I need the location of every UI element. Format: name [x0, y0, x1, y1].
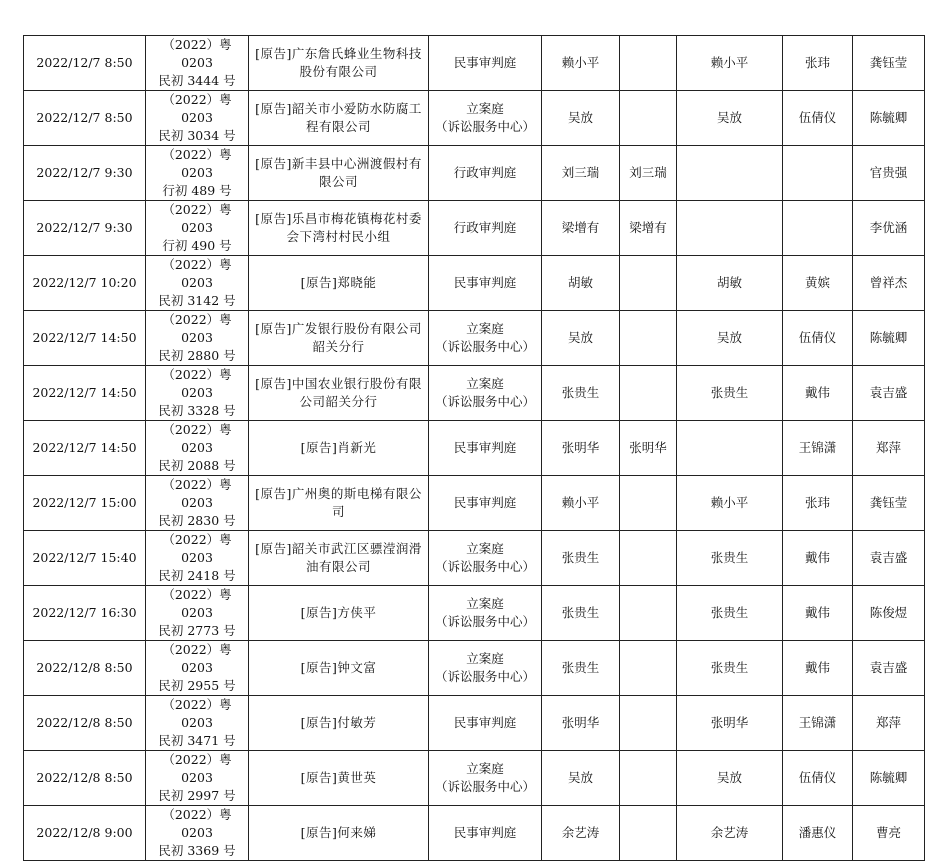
case-number-line1: （2022）粤 0203	[162, 587, 232, 620]
department	[429, 531, 542, 586]
clerk: 袁吉盛	[853, 366, 925, 421]
case-number-line2: 民初 3142 号	[158, 293, 236, 308]
case-number-line1: （2022）粤 0203	[162, 37, 232, 70]
table-row	[24, 421, 925, 476]
department-line2: （诉讼服务中心）	[434, 614, 535, 629]
hearing-time: 2022/12/7 9:30	[24, 201, 146, 256]
judge-col-6	[620, 586, 677, 641]
party-name: [原告]韶关市武江区骠滢润滑油有限公司	[249, 531, 429, 586]
assistant: 张玮	[783, 36, 853, 91]
schedule-body	[24, 36, 925, 861]
table-row	[24, 751, 925, 806]
hearing-time: 2022/12/7 8:50	[24, 91, 146, 146]
clerk: 袁吉盛	[853, 641, 925, 696]
case-number-line1: （2022）粤 0203	[162, 697, 232, 730]
table-row	[24, 91, 925, 146]
judge-col-6: 张明华	[620, 421, 677, 476]
department-line1: 民事审判庭	[453, 55, 517, 70]
presiding-judge: 张贵生	[542, 641, 620, 696]
judge-col-6	[620, 696, 677, 751]
party-name: [原告]方侠平	[249, 586, 429, 641]
department	[429, 201, 542, 256]
department	[429, 91, 542, 146]
presiding-judge: 吴放	[542, 91, 620, 146]
case-number-line2: 民初 3369 号	[158, 843, 236, 858]
case-number-line2: 民初 2955 号	[158, 678, 236, 693]
party-name: [原告]广东詹氏蜂业生物科技股份有限公司	[249, 36, 429, 91]
department-line1: 民事审判庭	[453, 495, 517, 510]
clerk: 曹亮	[853, 806, 925, 861]
table-row	[24, 641, 925, 696]
case-number	[146, 641, 249, 696]
case-number-line1: （2022）粤 0203	[162, 257, 232, 290]
department	[429, 311, 542, 366]
judge-col-7: 吴放	[677, 751, 783, 806]
presiding-judge: 张明华	[542, 696, 620, 751]
judge-col-6: 刘三瑞	[620, 146, 677, 201]
assistant: 戴伟	[783, 531, 853, 586]
department-line2: （诉讼服务中心）	[434, 339, 535, 354]
table-row	[24, 531, 925, 586]
hearing-time: 2022/12/7 16:30	[24, 586, 146, 641]
case-number	[146, 366, 249, 421]
party-name: [原告]广州奥的斯电梯有限公司	[249, 476, 429, 531]
judge-col-7: 张贵生	[677, 641, 783, 696]
hearing-time: 2022/12/8 9:00	[24, 806, 146, 861]
case-number-line2: 民初 2997 号	[158, 788, 236, 803]
case-number	[146, 201, 249, 256]
department-line1: 立案庭	[466, 761, 504, 776]
judge-col-7: 胡敏	[677, 256, 783, 311]
case-number-line2: 民初 3328 号	[158, 403, 236, 418]
case-number-line2: 民初 2880 号	[158, 348, 236, 363]
presiding-judge: 张贵生	[542, 531, 620, 586]
department-line1: 行政审判庭	[453, 220, 517, 235]
party-name: [原告]乐昌市梅花镇梅花村委会下湾村村民小组	[249, 201, 429, 256]
judge-col-7: 张明华	[677, 696, 783, 751]
judge-col-7: 张贵生	[677, 586, 783, 641]
department-line1: 立案庭	[466, 321, 504, 336]
clerk: 郑萍	[853, 421, 925, 476]
case-number-line2: 民初 3444 号	[158, 73, 236, 88]
assistant: 戴伟	[783, 366, 853, 421]
department	[429, 751, 542, 806]
assistant	[783, 146, 853, 201]
party-name: [原告]肖新光	[249, 421, 429, 476]
clerk: 龚钰莹	[853, 36, 925, 91]
judge-col-6	[620, 91, 677, 146]
case-number-line2: 民初 2418 号	[158, 568, 236, 583]
clerk: 陈俊煜	[853, 586, 925, 641]
department	[429, 146, 542, 201]
department-line1: 立案庭	[466, 596, 504, 611]
presiding-judge: 胡敏	[542, 256, 620, 311]
case-number-line1: （2022）粤 0203	[162, 147, 232, 180]
judge-col-7: 吴放	[677, 311, 783, 366]
case-number	[146, 476, 249, 531]
presiding-judge: 张贵生	[542, 366, 620, 421]
judge-col-6	[620, 531, 677, 586]
department-line1: 民事审判庭	[453, 715, 517, 730]
judge-col-6	[620, 366, 677, 421]
party-name: [原告]何来娣	[249, 806, 429, 861]
department-line2: （诉讼服务中心）	[434, 119, 535, 134]
department-line1: 立案庭	[466, 376, 504, 391]
hearing-time: 2022/12/7 15:40	[24, 531, 146, 586]
case-number	[146, 696, 249, 751]
hearing-time: 2022/12/7 15:00	[24, 476, 146, 531]
hearing-time: 2022/12/7 14:50	[24, 421, 146, 476]
presiding-judge: 张明华	[542, 421, 620, 476]
department	[429, 641, 542, 696]
presiding-judge: 刘三瑞	[542, 146, 620, 201]
hearing-time: 2022/12/7 10:20	[24, 256, 146, 311]
judge-col-7	[677, 201, 783, 256]
judge-col-6: 梁增有	[620, 201, 677, 256]
assistant: 伍倩仪	[783, 91, 853, 146]
case-number-line1: （2022）粤 0203	[162, 422, 232, 455]
judge-col-6	[620, 256, 677, 311]
department-line2: （诉讼服务中心）	[434, 779, 535, 794]
department	[429, 696, 542, 751]
clerk: 陈毓卿	[853, 91, 925, 146]
case-number	[146, 146, 249, 201]
judge-col-6	[620, 806, 677, 861]
department-line1: 民事审判庭	[453, 275, 517, 290]
case-number-line1: （2022）粤 0203	[162, 202, 232, 235]
department-line1: 立案庭	[466, 101, 504, 116]
table-row	[24, 806, 925, 861]
assistant: 王锦潇	[783, 421, 853, 476]
party-name: [原告]韶关市小爱防水防腐工程有限公司	[249, 91, 429, 146]
assistant: 王锦潇	[783, 696, 853, 751]
party-name: [原告]钟文富	[249, 641, 429, 696]
department	[429, 366, 542, 421]
clerk: 官贵强	[853, 146, 925, 201]
clerk: 郑萍	[853, 696, 925, 751]
judge-col-7: 赖小平	[677, 476, 783, 531]
department-line1: 行政审判庭	[453, 165, 517, 180]
judge-col-7: 张贵生	[677, 531, 783, 586]
table-row	[24, 201, 925, 256]
judge-col-6	[620, 751, 677, 806]
clerk: 袁吉盛	[853, 531, 925, 586]
department-line2: （诉讼服务中心）	[434, 669, 535, 684]
case-number-line1: （2022）粤 0203	[162, 807, 232, 840]
table-row	[24, 586, 925, 641]
case-number	[146, 91, 249, 146]
case-number-line1: （2022）粤 0203	[162, 752, 232, 785]
judge-col-7: 赖小平	[677, 36, 783, 91]
assistant: 黄嫔	[783, 256, 853, 311]
case-number-line2: 民初 2773 号	[158, 623, 236, 638]
judge-col-6	[620, 36, 677, 91]
clerk: 陈毓卿	[853, 751, 925, 806]
assistant: 伍倩仪	[783, 751, 853, 806]
department	[429, 421, 542, 476]
case-number	[146, 36, 249, 91]
party-name: [原告]黄世英	[249, 751, 429, 806]
department-line2: （诉讼服务中心）	[434, 394, 535, 409]
party-name: [原告]付敏芳	[249, 696, 429, 751]
hearing-schedule-table	[23, 35, 925, 861]
case-number-line2: 民初 3471 号	[158, 733, 236, 748]
assistant: 张玮	[783, 476, 853, 531]
case-number-line1: （2022）粤 0203	[162, 532, 232, 565]
assistant: 伍倩仪	[783, 311, 853, 366]
table-row	[24, 366, 925, 421]
case-number	[146, 586, 249, 641]
party-name: [原告]新丰县中心洲渡假村有限公司	[249, 146, 429, 201]
case-number-line2: 行初 489 号	[162, 183, 232, 198]
hearing-time: 2022/12/7 9:30	[24, 146, 146, 201]
clerk: 李优涵	[853, 201, 925, 256]
table-row	[24, 696, 925, 751]
hearing-time: 2022/12/8 8:50	[24, 696, 146, 751]
case-number-line2: 行初 490 号	[162, 238, 232, 253]
judge-col-7: 张贵生	[677, 366, 783, 421]
department	[429, 476, 542, 531]
hearing-time: 2022/12/8 8:50	[24, 641, 146, 696]
department	[429, 256, 542, 311]
clerk: 曾祥杰	[853, 256, 925, 311]
department-line2: （诉讼服务中心）	[434, 559, 535, 574]
hearing-time: 2022/12/7 8:50	[24, 36, 146, 91]
judge-col-6	[620, 476, 677, 531]
case-number-line1: （2022）粤 0203	[162, 367, 232, 400]
assistant: 戴伟	[783, 641, 853, 696]
assistant: 潘惠仪	[783, 806, 853, 861]
presiding-judge: 吴放	[542, 311, 620, 366]
presiding-judge: 张贵生	[542, 586, 620, 641]
party-name: [原告]郑晓能	[249, 256, 429, 311]
case-number-line1: （2022）粤 0203	[162, 642, 232, 675]
hearing-time: 2022/12/7 14:50	[24, 311, 146, 366]
hearing-time: 2022/12/7 14:50	[24, 366, 146, 421]
judge-col-6	[620, 641, 677, 696]
case-number-line1: （2022）粤 0203	[162, 312, 232, 345]
clerk: 陈毓卿	[853, 311, 925, 366]
judge-col-6	[620, 311, 677, 366]
table-row	[24, 146, 925, 201]
judge-col-7	[677, 421, 783, 476]
case-number	[146, 256, 249, 311]
presiding-judge: 赖小平	[542, 36, 620, 91]
table-row	[24, 476, 925, 531]
department-line1: 立案庭	[466, 541, 504, 556]
assistant	[783, 201, 853, 256]
department-line1: 立案庭	[466, 651, 504, 666]
case-number-line1: （2022）粤 0203	[162, 477, 232, 510]
case-number	[146, 531, 249, 586]
judge-col-7: 吴放	[677, 91, 783, 146]
case-number	[146, 311, 249, 366]
case-number-line2: 民初 2088 号	[158, 458, 236, 473]
presiding-judge: 余艺涛	[542, 806, 620, 861]
case-number	[146, 806, 249, 861]
department	[429, 36, 542, 91]
table-row	[24, 311, 925, 366]
hearing-time: 2022/12/8 8:50	[24, 751, 146, 806]
case-number	[146, 421, 249, 476]
case-number	[146, 751, 249, 806]
department-line1: 民事审判庭	[453, 440, 517, 455]
party-name: [原告]广发银行股份有限公司韶关分行	[249, 311, 429, 366]
clerk: 龚钰莹	[853, 476, 925, 531]
department	[429, 586, 542, 641]
judge-col-7	[677, 146, 783, 201]
assistant: 戴伟	[783, 586, 853, 641]
table-row	[24, 256, 925, 311]
presiding-judge: 梁增有	[542, 201, 620, 256]
department-line1: 民事审判庭	[453, 825, 517, 840]
department	[429, 806, 542, 861]
case-number-line2: 民初 3034 号	[158, 128, 236, 143]
case-number-line1: （2022）粤 0203	[162, 92, 232, 125]
table-row	[24, 36, 925, 91]
case-number-line2: 民初 2830 号	[158, 513, 236, 528]
party-name: [原告]中国农业银行股份有限公司韶关分行	[249, 366, 429, 421]
judge-col-7: 余艺涛	[677, 806, 783, 861]
presiding-judge: 吴放	[542, 751, 620, 806]
presiding-judge: 赖小平	[542, 476, 620, 531]
